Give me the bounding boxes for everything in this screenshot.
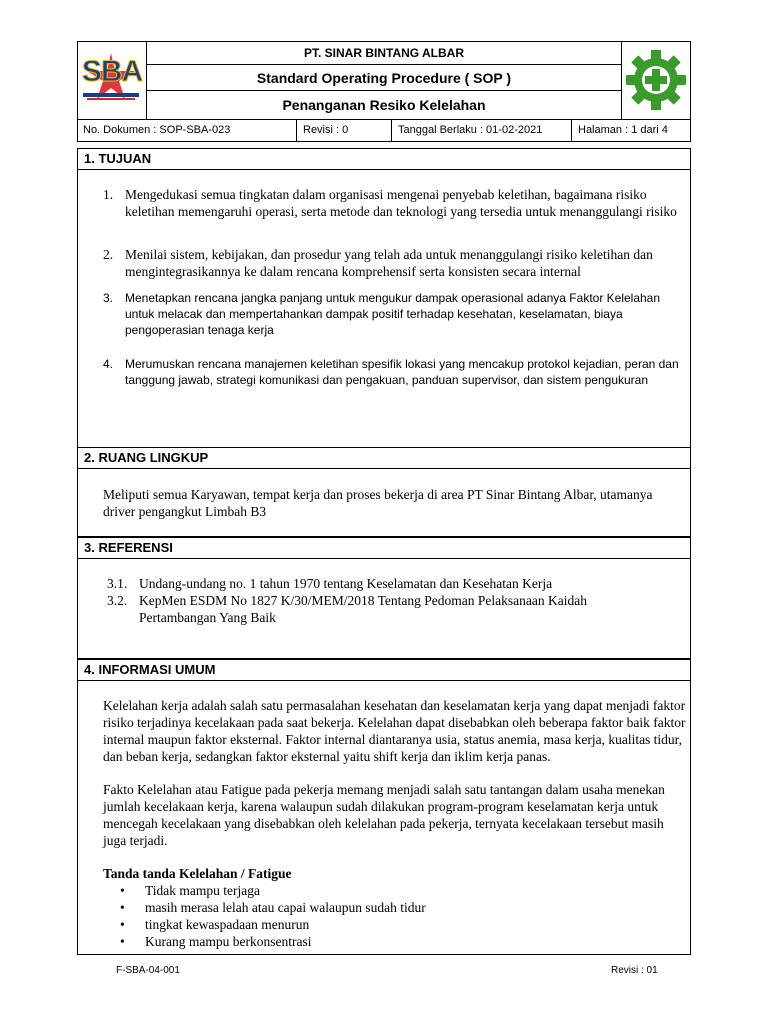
- list-item: • Tidak mampu terjaga: [120, 883, 260, 898]
- list-item: • masih merasa lelah atau capai walaupun sudah tidur: [120, 900, 426, 915]
- form-code: F-SBA-04-001: [116, 965, 180, 976]
- doc-number: No. Dokumen : SOP-SBA-023: [83, 124, 231, 136]
- signs-list: [120, 882, 620, 950]
- list-item: • tingkat kewaspadaan menurun: [120, 917, 310, 932]
- list-item: • Kurang mampu berkonsentrasi: [120, 934, 312, 949]
- list-item: 3.1. Undang-undang no. 1 tahun 1970 tentang Keselamatan dan Kesehatan Kerja: [107, 576, 553, 591]
- company-name: PT. SINAR BINTANG ALBAR: [147, 41, 621, 65]
- section-title-tujuan: 1. TUJUAN: [77, 148, 691, 170]
- list-item: 4. Merumuskan rencana manajemen keletihan spesifik lokasi yang mencakup protokol kejadian, peran dan tanggung jawab, strategi komunikasi dan pengakuan, panduan supervisor, dan sistem pengukuran: [103, 357, 679, 387]
- logo-cell: [77, 41, 147, 120]
- list-item: 2. Menilai sistem, kebijakan, dan prosedur yang telah ada untuk menanggulangi risiko keletihan dan mengintegrasikannya ke dalam rencana komprehensif serta konsisten secara internal: [103, 247, 653, 279]
- list-item: 1. Mengedukasi semua tingkatan dalam organisasi mengenai penyebab keletihan, bagaimana risiko keletihan memengaruhi operasi, serta metode dan teknologi yang tersedia untuk menanggulangi risiko: [103, 187, 677, 219]
- paragraph-1: Kelelahan kerja adalah salah satu permasalahan kesehatan dan keselamatan kerja yang dapat menjadi faktor risiko terjadinya kecelakaan pada saat bekerja. Kelelahan dapat disebabkan oleh beberapa faktor baik faktor internal maupun faktor eksternal. Faktor internal diantaranya usia, status anemia, masa kerja, kualitas tidur, dan beban kerja, sedangkan faktor eksternal yaitu shift kerja dan iklim kerja panas.: [103, 698, 686, 764]
- revision: Revisi : 0: [296, 120, 391, 142]
- logo-text: SBA: [81, 55, 143, 88]
- section-title-referensi: 3. REFERENSI: [77, 537, 691, 559]
- paragraph-2: Fakto Kelelahan atau Fatigue pada pekerja memang menjadi salah satu tantangan dalam usaha menekan jumlah kecelakaan kerja, karena walaupun sudah dilakukan program-program keselamatan kerja untuk mencegah kecelakaan yang disebabkan oleh kelelahan pada pekerja, ternyata kecelakaan tersebut masih juga terjadi.: [103, 782, 665, 848]
- list-item: 3.2. KepMen ESDM No 1827 K/30/MEM/2018 Tentang Pedoman Pelaksanaan Kaidah Pertambangan Yang Baik: [107, 593, 587, 625]
- footer-revision: Revisi : 01: [611, 965, 658, 976]
- scope-text: Meliputi semua Karyawan, tempat kerja dan proses bekerja di area PT Sinar Bintang Albar, utamanya driver pengangkut Limbah B3: [103, 487, 653, 519]
- k3-safety-gear-cross-icon: [622, 41, 690, 118]
- effective-date: Tanggal Berlaku : 01-02-2021: [391, 120, 571, 142]
- doc-type: Standard Operating Procedure ( SOP ): [147, 65, 621, 91]
- doc-subject: Penanganan Resiko Kelelahan: [282, 97, 486, 113]
- signs-title: Tanda tanda Kelelahan / Fatigue: [103, 866, 292, 881]
- list-item: 3. Menetapkan rencana jangka panjang untuk mengukur dampak operasional adanya Faktor Kelelahan untuk melacak dan mempertahankan dampak positif terhadap kesehatan, keselamatan, biaya pengoperasian tenaga kerja: [103, 291, 661, 337]
- page-number: Halaman : 1 dari 4: [571, 120, 691, 142]
- k3-cell: [621, 41, 691, 120]
- section-title-informasi-umum: 4. INFORMASI UMUM: [77, 659, 691, 681]
- section-title-ruang-lingkup: 2. RUANG LINGKUP: [77, 447, 691, 469]
